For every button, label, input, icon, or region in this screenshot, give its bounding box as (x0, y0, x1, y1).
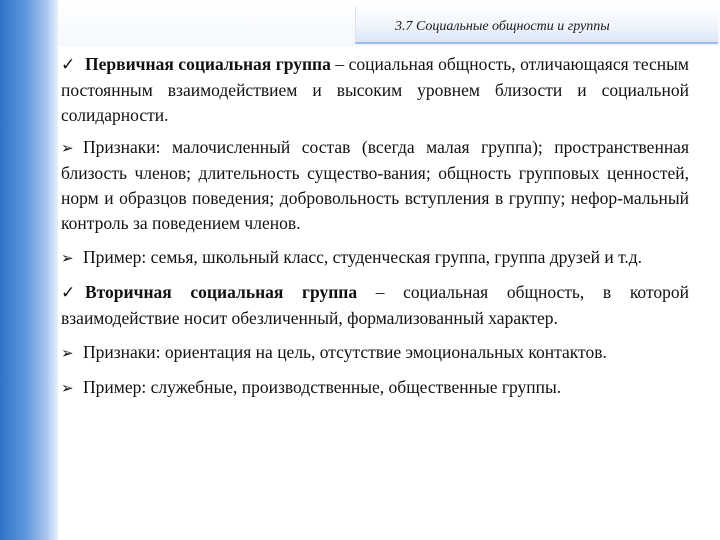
paragraph-primary-group (61, 52, 689, 128)
arrow-bullet-icon: ➢ (61, 344, 74, 362)
definition-primary-group: – социальная общность, отличающаяся тесным постоянным взаимодействием и высоким уровнем близости и социальной солидарности. (61, 54, 689, 125)
text-primary-signs: Признаки: малочисленный состав (всегда малая группа); пространственная близость членов; длительность существо-вания; общность групповых ценностей, норм и образцов поведения; добровольность вступления в группу; нефор-мальный контроль за поведением членов. (61, 137, 689, 233)
paragraph-secondary-group (61, 280, 689, 331)
term-primary-group: Первичная социальная группа (85, 54, 331, 74)
arrow-bullet-icon: ➢ (61, 249, 74, 267)
paragraph-primary-signs (61, 135, 689, 236)
checkmark-icon: ✓ (61, 55, 76, 75)
arrow-bullet-icon: ➢ (61, 139, 74, 157)
text-secondary-signs: Признаки: ориентация на цель, отсутствие эмоциональных контактов. (83, 342, 607, 362)
slide-content (61, 52, 689, 410)
paragraph-secondary-signs (61, 340, 689, 366)
definition-secondary-group: – социальная общность, в которой взаимодействие носит обезличенный, формализованный характер. (61, 282, 689, 328)
text-primary-example: Пример: семья, школьный класс, студенческая группа, группа друзей и т.д. (83, 247, 643, 267)
text-secondary-example: Пример: служебные, производственные, общественные группы. (83, 377, 562, 397)
slide-title: 3.7 Социальные общности и группы (395, 19, 610, 34)
arrow-bullet-icon: ➢ (61, 379, 74, 397)
checkmark-icon: ✓ (61, 283, 76, 303)
term-secondary-group: Вторичная социальная группа (85, 282, 358, 302)
paragraph-primary-example (61, 245, 689, 271)
paragraph-secondary-example (61, 375, 689, 401)
left-decorative-bar (0, 0, 58, 540)
